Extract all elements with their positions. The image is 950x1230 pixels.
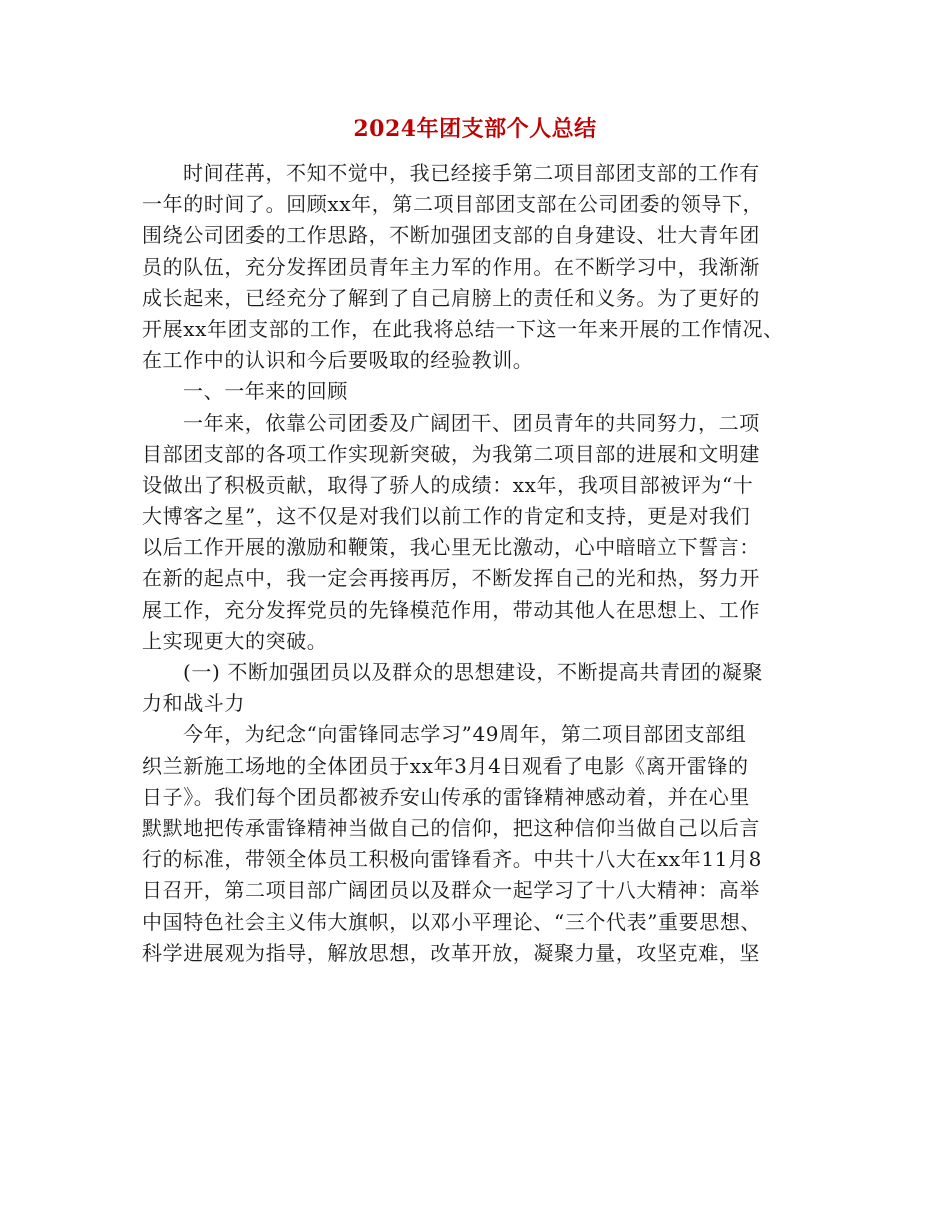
text-line: 行的标准，带领全体员工积极向雷锋看齐。中共十八大在xx年11月8 — [142, 847, 762, 872]
text-line: 日子》。我们每个团员都被乔安山传承的雷锋精神感动着，并在心里 — [142, 784, 750, 809]
text-line: 一年的时间了。回顾xx年，第二项目部团支部在公司团委的领导下， — [142, 192, 764, 217]
text-line: 目部团支部的各项工作实现新突破，为我第二项目部的进展和文明建 — [142, 441, 760, 466]
text-line: 员的队伍，充分发挥团员青年主力军的作用。在不断学习中，我渐渐 — [142, 254, 760, 279]
text-line: 默默地把传承雷锋精神当做自己的信仰，把这种信仰当做自己以后言 — [142, 815, 760, 840]
document-body — [142, 158, 822, 969]
subsection-heading-continued: 力和战斗力 — [142, 691, 245, 716]
text-line: 开展xx年团支部的工作，在此我将总结一下这一年来开展的工作情况、 — [142, 316, 784, 341]
text-line: 大博客之星”，这不仅是对我们以前工作的肯定和支持，更是对我们 — [142, 504, 751, 529]
text-line: 以后工作开展的激励和鞭策，我心里无比激动，心中暗暗立下誓言： — [142, 535, 760, 560]
subsection-heading: (一) 不断加强团员以及群众的思想建设，不断提高共青团的凝聚 — [183, 660, 763, 684]
text-line: 上实现更大的突破。 — [142, 628, 328, 653]
text-line: 一年来，依靠公司团委及广阔团干、团员青年的共同努力，二项 — [183, 410, 760, 435]
text-line: 成长起来，已经充分了解到了自己肩膀上的责任和义务。为了更好的 — [142, 285, 760, 310]
section-heading: 一、一年来的回顾 — [183, 379, 348, 404]
document-title: 2024年团支部个人总结 — [353, 116, 597, 142]
text-line: 围绕公司团委的工作思路，不断加强团支部的自身建设、壮大青年团 — [142, 223, 760, 248]
text-line: 在工作中的认识和今后要吸取的经验教训。 — [142, 348, 534, 373]
text-line: 日召开，第二项目部广阔团员以及群众一起学习了十八大精神：高举 — [142, 878, 760, 903]
text-line: 在新的起点中，我一定会再接再厉，不断发挥自己的光和热，努力开 — [142, 566, 760, 591]
text-line: 织兰新施工场地的全体团员于xx年3月4日观看了电影《离开雷锋的 — [142, 753, 749, 778]
text-line: 今年，为纪念“向雷锋同志学习”49周年，第二项目部团支部组 — [183, 722, 747, 747]
text-line: 中国特色社会主义伟大旗帜，以邓小平理论、“三个代表”重要思想、 — [142, 909, 762, 934]
text-line: 时间荏苒，不知不觉中，我已经接手第二项目部团支部的工作有 — [183, 161, 760, 185]
text-line: 设做出了积极贡献，取得了骄人的成绩：xx年，我项目部被评为“十 — [142, 472, 754, 497]
text-line: 科学进展观为指导，解放思想，改革开放，凝聚力量，攻坚克难，坚 — [142, 940, 760, 965]
text-line: 展工作，充分发挥党员的先锋模范作用，带动其他人在思想上、工作 — [142, 597, 760, 622]
